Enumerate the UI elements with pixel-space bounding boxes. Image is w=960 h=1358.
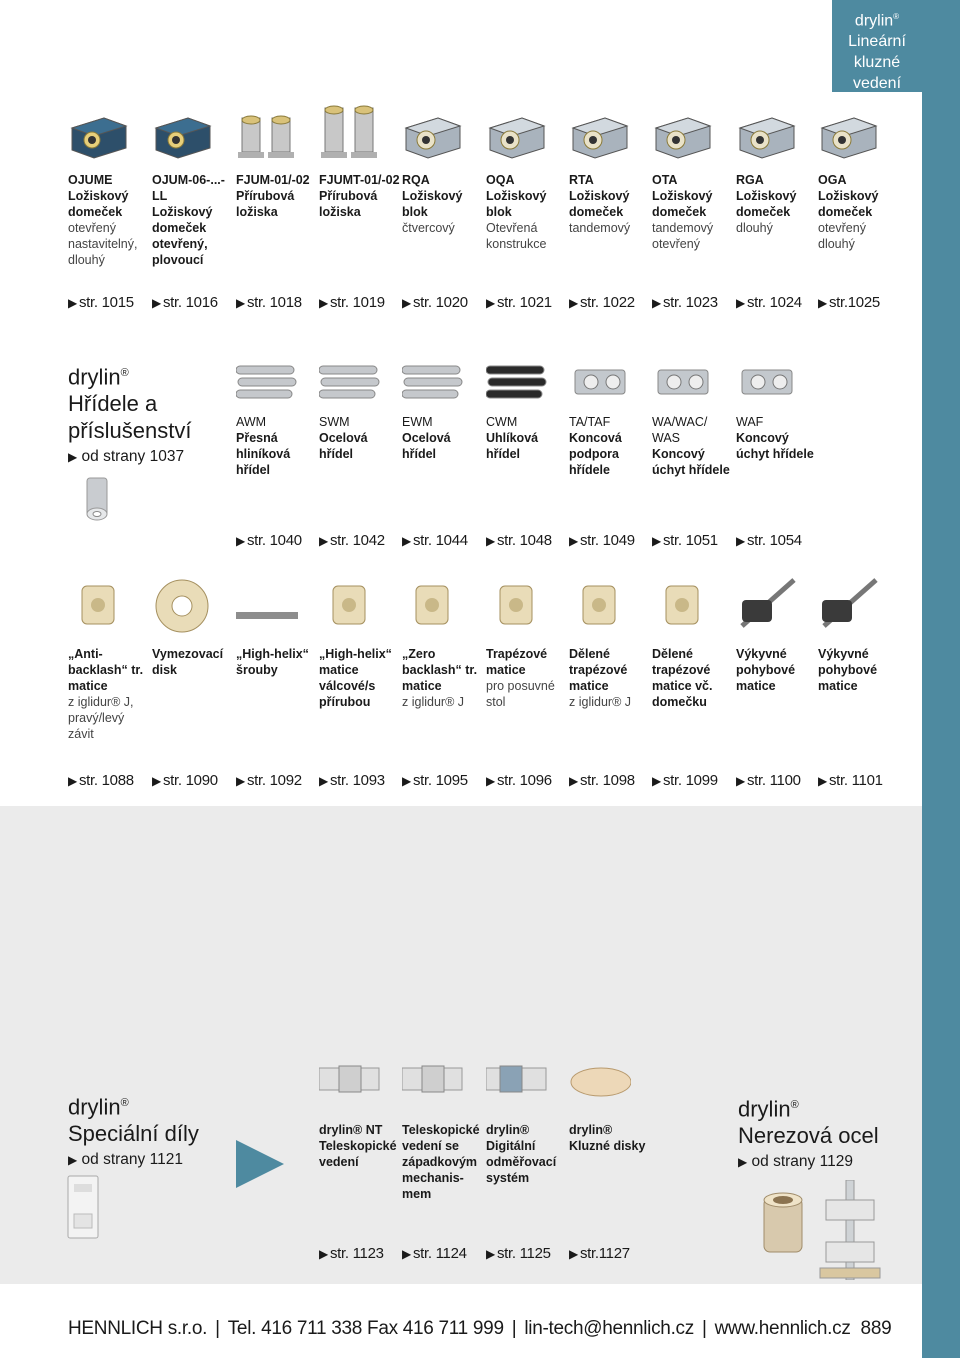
- triangle-icon: ▶: [319, 1247, 328, 1261]
- triangle-icon: ▶: [736, 296, 745, 310]
- product-label: AWM Přesná hliníková hřídel: [236, 415, 291, 477]
- lead-nut-icon: [402, 576, 464, 634]
- triangle-icon: ▶: [236, 534, 245, 548]
- product-label: Trapézové matice pro posuvné stol: [486, 647, 555, 709]
- page-ref-link[interactable]: ▶ str. 1099: [652, 772, 718, 789]
- product-label: OQA Ložiskový blok Otevřená konstrukce: [486, 173, 547, 251]
- product-label: „Anti-backlash“ tr. matice z iglidur® J, pravý/levý závit: [68, 647, 144, 741]
- triangle-icon: ▶: [402, 774, 411, 788]
- footer-phone: Tel. 416 711 338 Fax 416 711 999: [227, 1318, 504, 1339]
- page-ref-link[interactable]: ▶ str. 1042: [319, 532, 385, 549]
- triangle-icon: ▶: [152, 774, 161, 788]
- stainless-bushing-icon: [760, 1190, 806, 1256]
- stainless-brand: drylin: [738, 1096, 791, 1122]
- product-label: SWM Ocelová hřídel: [319, 415, 368, 461]
- product-label: FJUMT-01/-02 Přírubová ložiska: [319, 173, 400, 219]
- page-ref-link[interactable]: ▶ str. 1022: [569, 294, 635, 311]
- lead-screw-item[interactable]: [652, 576, 734, 710]
- lead-screw-item[interactable]: [736, 576, 818, 694]
- product-label: „High-helix“ šrouby: [236, 647, 309, 677]
- triangle-icon: ▶: [818, 296, 827, 310]
- product-label: OJUME Ložiskový domeček otevřený nastavitelný, dlouhý: [68, 173, 138, 267]
- pivot-nut-icon: [736, 576, 798, 634]
- triangle-icon: ▶: [569, 774, 578, 788]
- stainless-from-link[interactable]: ▶ od strany 1129: [738, 1153, 853, 1171]
- product-fjumt-01-02[interactable]: [319, 104, 401, 220]
- page-ref-link[interactable]: ▶ str. 1092: [236, 772, 302, 789]
- product-ojume[interactable]: [68, 104, 150, 268]
- telescopic-rail-icon: [402, 1060, 464, 1118]
- product-label: Výkyvné pohybové matice: [818, 647, 878, 693]
- product-label: drylin® NT Teleskopické vedení: [319, 1123, 397, 1169]
- page-ref-link[interactable]: ▶ str. 1054: [736, 532, 802, 549]
- product-label: FJUM-01/-02 Přírubová ložiska: [236, 173, 310, 219]
- page-ref-link[interactable]: ▶ str. 1096: [486, 772, 552, 789]
- shafts-section-title: drylin® Hřídele a příslušenství ▶ od strany 1037: [68, 364, 192, 466]
- tandem-open-icon: [652, 104, 714, 162]
- page-ref-link[interactable]: ▶ str.1127: [569, 1245, 630, 1262]
- page-ref-link[interactable]: ▶ str. 1088: [68, 772, 134, 789]
- triangle-icon: ▶: [319, 774, 328, 788]
- shaft-support-icon: [736, 352, 798, 410]
- page-ref-link[interactable]: ▶ str. 1020: [402, 294, 468, 311]
- triangle-icon: ▶: [152, 296, 161, 310]
- product-label: WA/WAC/ WAS Koncový úchyt hřídele: [652, 415, 730, 477]
- product-label: Vymezovací disk: [152, 647, 224, 677]
- slide-disc-icon: [569, 1060, 631, 1118]
- triangle-icon: ▶: [652, 296, 661, 310]
- page-ref-link[interactable]: ▶ str. 1048: [486, 532, 552, 549]
- product-oqa[interactable]: [486, 104, 568, 252]
- page-ref-link[interactable]: ▶ str. 1100: [736, 772, 801, 789]
- shaft-support-icon: [569, 352, 631, 410]
- triangle-icon: ▶: [486, 774, 495, 788]
- screw-icon: [236, 576, 298, 634]
- footer-company: HENNLICH s.r.o.: [68, 1318, 208, 1339]
- lead-screw-item[interactable]: [319, 576, 401, 710]
- flange-bearing-tall-icon: [319, 104, 381, 162]
- product-label: WAF Koncový úchyt hřídele: [736, 415, 814, 461]
- tandem-housing-icon: [569, 104, 631, 162]
- special-brand: drylin: [68, 1094, 121, 1120]
- page-ref-link[interactable]: ▶ str. 1125: [486, 1245, 551, 1262]
- square-block-icon: [402, 104, 464, 162]
- page-number: 889: [860, 1318, 892, 1339]
- shaft-rod-icon: [486, 352, 548, 410]
- long-open-housing-icon: [818, 104, 880, 162]
- shaft-wa-wac-was[interactable]: [652, 352, 734, 478]
- lead-screw-item[interactable]: [818, 576, 900, 694]
- product-label: drylin® Kluzné disky: [569, 1123, 646, 1153]
- long-housing-icon: [736, 104, 798, 162]
- triangle-icon: ▶: [236, 774, 245, 788]
- triangle-icon: ▶: [818, 774, 827, 788]
- product-label: Výkyvné pohybové matice: [736, 647, 796, 693]
- stainless-carriage-icon: [818, 1180, 884, 1280]
- product-label: CWM Uhlíková hřídel: [486, 415, 539, 461]
- shafts-from-link[interactable]: ▶ od strany 1037: [68, 448, 185, 466]
- product-label: OTA Ložiskový domeček tandemový otevřený: [652, 173, 714, 251]
- stainless-section-title: drylin® Nerezová ocel ▶ od strany 1129: [738, 1096, 879, 1171]
- special-arrow-icon: [236, 1140, 284, 1188]
- shafts-name-line1: Hřídele a: [68, 391, 158, 417]
- triangle-icon: ▶: [652, 774, 661, 788]
- triangle-icon: ▶: [402, 296, 411, 310]
- page-ref-link[interactable]: ▶ str. 1021: [486, 294, 552, 311]
- footer-email[interactable]: lin-tech@hennlich.cz: [524, 1318, 694, 1339]
- product-oga[interactable]: [818, 104, 900, 252]
- product-label: RQA Ložiskový blok čtvercový: [402, 173, 463, 235]
- lead-nut-icon: [319, 576, 381, 634]
- product-ojum-06-ll[interactable]: [152, 104, 234, 268]
- page-ref-link[interactable]: ▶ str. 1044: [402, 532, 468, 549]
- tab-line-2: kluzné: [853, 54, 901, 72]
- page-ref-link[interactable]: ▶ str. 1124: [402, 1245, 467, 1262]
- page-ref-link[interactable]: ▶ str. 1018: [236, 294, 302, 311]
- lead-screw-item[interactable]: [68, 576, 150, 742]
- tab-line-1: Lineární: [848, 33, 906, 51]
- lead-screw-item[interactable]: [152, 576, 234, 678]
- triangle-icon: ▶: [736, 774, 745, 788]
- page-ref-link[interactable]: ▶ str. 1023: [652, 294, 718, 311]
- product-label: Dělené trapézové matice z iglidur® J: [569, 647, 632, 709]
- shaft-cwm[interactable]: [486, 352, 568, 462]
- product-label: drylin® Digitální odměřovací systém: [486, 1123, 557, 1185]
- page-footer: HENNLICH s.r.o. | Tel. 416 711 338 Fax 416 711 999 | lin-tech@hennlich.cz | www.hennlich.cz 889: [68, 1318, 892, 1339]
- page-ref-link[interactable]: ▶ str. 1019: [319, 294, 385, 311]
- triangle-icon: ▶: [569, 296, 578, 310]
- page-ref-link[interactable]: ▶ str. 1049: [569, 532, 635, 549]
- page-ref-link[interactable]: ▶ str. 1123: [319, 1245, 384, 1262]
- shafts-name-line2: příslušenství: [68, 418, 192, 444]
- product-ota[interactable]: [652, 104, 734, 252]
- page-ref-link[interactable]: ▶ str. 1098: [569, 772, 635, 789]
- page-ref-link[interactable]: ▶ str. 1024: [736, 294, 802, 311]
- special-part-icon: [66, 1174, 100, 1240]
- housing-open-icon: [68, 104, 130, 162]
- product-label: „High-helix“ matice válcové/s přírubou: [319, 647, 392, 709]
- triangle-icon: ▶: [319, 534, 328, 548]
- product-rta[interactable]: [569, 104, 651, 236]
- product-label: EWM Ocelová hřídel: [402, 415, 451, 461]
- triangle-icon: ▶: [319, 296, 328, 310]
- lead-screw-item[interactable]: [236, 576, 318, 678]
- product-label: TA/TAF Koncová podpora hřídele: [569, 415, 622, 477]
- shaft-rod-icon: [236, 352, 298, 410]
- lead-screw-item[interactable]: [402, 576, 484, 710]
- telescopic-rail-icon: [319, 1060, 381, 1118]
- housing-floating-icon: [152, 104, 214, 162]
- triangle-icon: ▶: [569, 1247, 578, 1261]
- stainless-name: Nerezová ocel: [738, 1123, 879, 1149]
- page-ref-link[interactable]: ▶ str. 1016: [152, 294, 218, 311]
- lead-screw-item[interactable]: [486, 576, 568, 710]
- shaft-swm[interactable]: [319, 352, 401, 462]
- product-rga[interactable]: [736, 104, 818, 236]
- triangle-icon: ▶: [652, 534, 661, 548]
- triangle-icon: ▶: [402, 1247, 411, 1261]
- chapter-tab[interactable]: drylin® Lineární kluzné vedení: [832, 0, 922, 92]
- shafts-brand: drylin: [68, 364, 121, 390]
- triangle-icon: ▶: [68, 296, 77, 310]
- pivot-nut-icon: [818, 576, 880, 634]
- page-ref-link[interactable]: ▶ str. 1015: [68, 294, 134, 311]
- product-label: OJUM-06-...-LL Ložiskový domeček otevřený, plovoucí: [152, 173, 225, 267]
- shaft-support-icon: [652, 352, 714, 410]
- lead-screw-item[interactable]: [569, 576, 651, 710]
- product-label: RGA Ložiskový domeček dlouhý: [736, 173, 797, 235]
- triangle-icon: ▶: [236, 296, 245, 310]
- side-color-bar: [922, 0, 960, 1358]
- product-label: „Zero backlash“ tr. matice z iglidur® J: [402, 647, 478, 709]
- special-part-item[interactable]: [402, 1060, 484, 1202]
- product-label: RTA Ložiskový domeček tandemový: [569, 173, 631, 235]
- triangle-icon: ▶: [486, 296, 495, 310]
- lead-nut-icon: [652, 576, 714, 634]
- lead-nut-icon: [68, 576, 130, 634]
- shaft-rod-icon: [319, 352, 381, 410]
- shaft-waf[interactable]: [736, 352, 818, 462]
- triangle-icon: ▶: [486, 534, 495, 548]
- page-ref-link[interactable]: ▶ str.1025: [818, 294, 880, 311]
- lead-nut-icon: [569, 576, 631, 634]
- tab-brand: drylin: [854, 12, 894, 30]
- triangle-icon: ▶: [569, 534, 578, 548]
- telescopic-rail-icon: [486, 1060, 548, 1118]
- triangle-icon: ▶: [736, 534, 745, 548]
- shaft-ewm[interactable]: [402, 352, 484, 462]
- tab-line-3: vedení: [852, 75, 902, 93]
- special-part-item[interactable]: [319, 1060, 401, 1170]
- triangle-icon: ▶: [486, 1247, 495, 1261]
- triangle-icon: ▶: [402, 534, 411, 548]
- shaft-awm[interactable]: [236, 352, 318, 478]
- triangle-icon: ▶: [68, 774, 77, 788]
- page-ref-link[interactable]: ▶ str. 1090: [152, 772, 218, 789]
- page-ref-link[interactable]: ▶ str. 1051: [652, 532, 718, 549]
- lead-nut-icon: [486, 576, 548, 634]
- special-part-item[interactable]: [486, 1060, 568, 1186]
- page-ref-link[interactable]: ▶ str. 1101: [818, 772, 883, 789]
- shaft-tube-icon: [84, 476, 110, 522]
- shaft-rod-icon: [402, 352, 464, 410]
- product-rqa[interactable]: [402, 104, 484, 236]
- shaft-ta-taf[interactable]: [569, 352, 651, 478]
- product-label: Dělené trapézové matice vč. domečku: [652, 647, 713, 709]
- product-fjum-01-02[interactable]: [236, 104, 318, 220]
- product-label: OGA Ložiskový domeček otevřený dlouhý: [818, 173, 879, 251]
- flange-bearing-icon: [236, 104, 298, 162]
- special-from-link[interactable]: ▶ od strany 1121: [68, 1151, 183, 1169]
- footer-web[interactable]: www.hennlich.cz: [714, 1318, 851, 1339]
- open-block-icon: [486, 104, 548, 162]
- special-section-title: drylin® Speciální díly ▶ od strany 1121: [68, 1094, 199, 1169]
- page-ref-link[interactable]: ▶ str. 1095: [402, 772, 468, 789]
- spacer-disc-icon: [152, 576, 214, 634]
- special-name: Speciální díly: [68, 1121, 199, 1147]
- page-ref-link[interactable]: ▶ str. 1040: [236, 532, 302, 549]
- page-ref-link[interactable]: ▶ str. 1093: [319, 772, 385, 789]
- product-label: Teleskopické vedení se západkovým mechanis-mem: [402, 1123, 480, 1201]
- special-part-item[interactable]: [569, 1060, 651, 1154]
